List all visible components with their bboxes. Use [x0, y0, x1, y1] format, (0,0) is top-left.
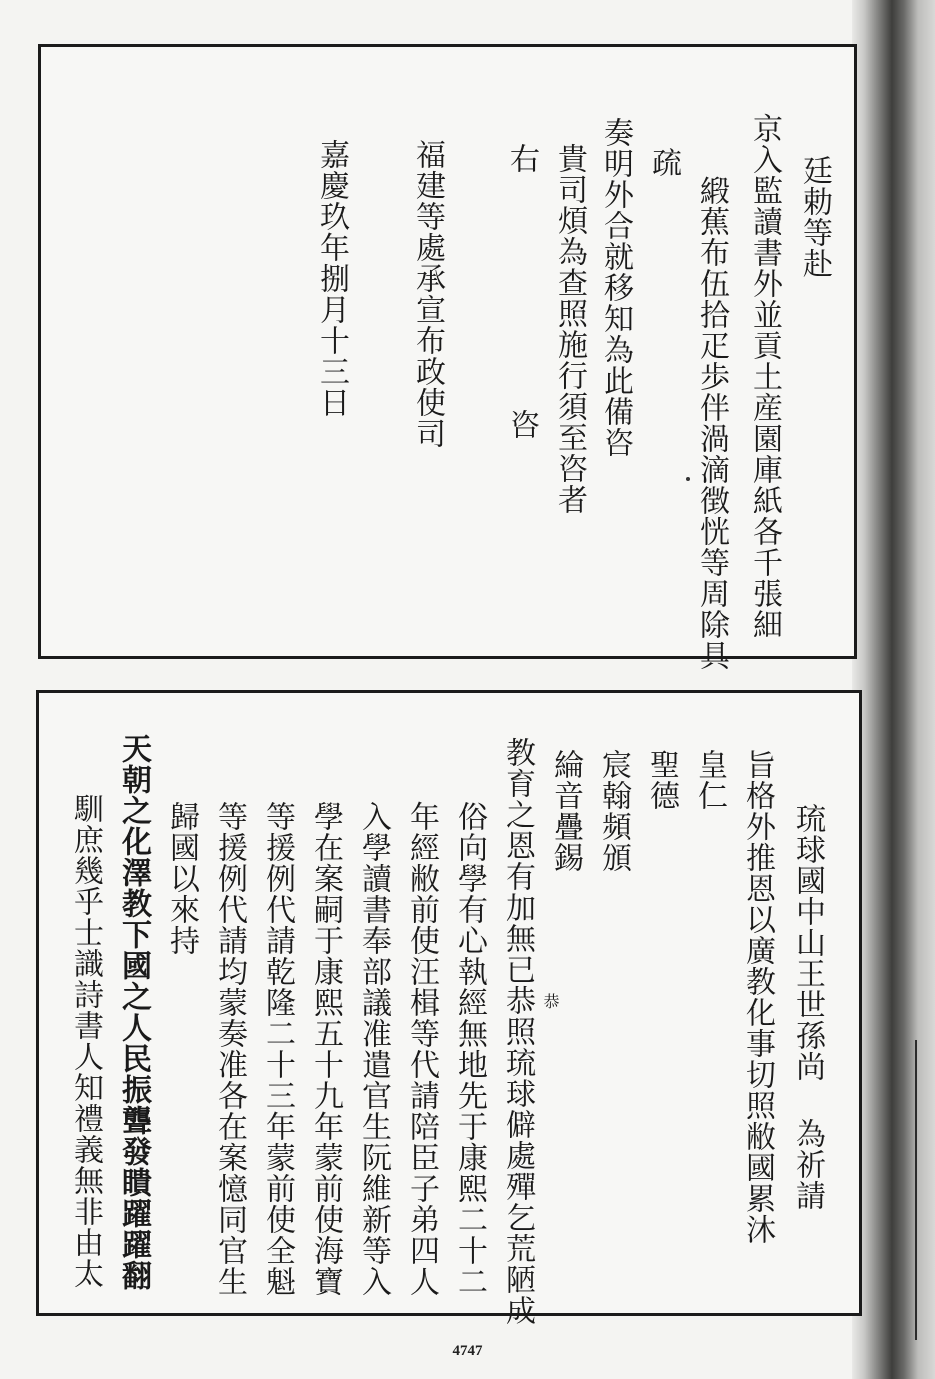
document-panel-top [38, 44, 857, 671]
text-column: 天朝之化澤教下國之人民振聾發瞶躍躍翻 [116, 733, 151, 1291]
text-column: 咨 [504, 409, 539, 440]
text-column: 緞蕉布伍拾疋歩伴渦滴徴恍等周除具 [694, 175, 729, 671]
text-column: 疏 [646, 147, 681, 178]
document-panel-bottom [36, 690, 862, 1326]
text-column: 奏明外合就移知為此備咨 [598, 117, 633, 458]
text-column: 皇仁 [692, 749, 727, 811]
text-column: 福建等處承宣布政使司 [410, 139, 445, 449]
text-column: 聖德 [644, 749, 679, 811]
text-column: 嘉慶玖年捌月十三日 [314, 139, 349, 418]
text-column: 年經敝前使汪楫等代請陪臣子弟四人 [404, 801, 439, 1297]
text-column: 等援例代請均蒙奏准各在案憶同官生 [212, 801, 247, 1297]
text-column: 綸音疊錫 [548, 749, 583, 873]
text-column: 馴庶幾乎士識詩書人知禮義無非由太 [68, 793, 103, 1289]
text-column: 歸國以來持 [164, 801, 199, 956]
text-column: 宸翰頻頒 [596, 749, 631, 873]
ink-speck [686, 477, 690, 481]
text-column: 等援例代請乾隆二十三年蒙前使全魁 [260, 801, 295, 1297]
book-gutter-shadow [852, 0, 935, 1379]
text-column: 廷勅等赴 [797, 155, 832, 279]
text-column: 京入監讀書外並貢土産園庫紙各千張細 [747, 113, 782, 640]
text-column: 旨格外推恩以廣教化事切照敝國累沐 [740, 749, 775, 1245]
text-column: 右 [504, 143, 539, 174]
text-column: 貴司煩為查照施行須至咨者 [552, 143, 587, 515]
page-number: 4747 [452, 1343, 483, 1359]
marginal-annotation: 恭 [541, 993, 560, 1010]
adjacent-page-rule [915, 1040, 917, 1340]
text-column: 俗向學有心執經無地先于康熙二十二 [452, 801, 487, 1297]
text-column: 入學讀書奉部議准遣官生阮維新等入 [356, 801, 391, 1297]
text-column: 琉球國中山王世孫尚 為祈請 [790, 803, 825, 1211]
text-column: 教育之恩有加無已恭照琉球僻處殫乞荒陋成 [500, 737, 535, 1326]
text-column: 學在案嗣于康熙五十九年蒙前使海寶 [308, 801, 343, 1297]
